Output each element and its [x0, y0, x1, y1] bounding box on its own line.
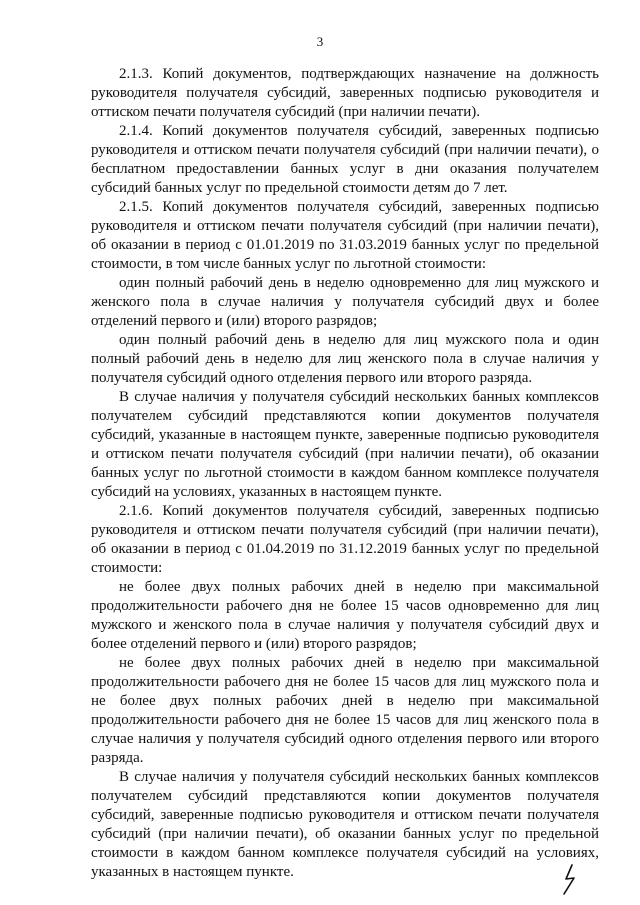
- paragraph-2-1-5: 2.1.5. Копий документов получателя субсидий, заверенных подписью руководителя и оттиском печати получателя субсидий (при наличии печати), об оказании в период с 01.01.2019 по 31.03.2019 банных услуг по предельной стоимости, в том числе банных услуг по льготной стоимости:: [91, 199, 599, 272]
- paragraph-multiple-complexes-preferential: В случае наличия у получателя субсидий нескольких банных комплексов получателем субсидий представляются копии документов получателя субсидий, указанные в настоящем пункте, заверенные подписью руководителя и оттиском печати получателя субсидий (при наличии печати), об оказании банных услуг по льготной стоимости в каждом банном комплексе получателя субсидий на условиях, указанных в настоящем пункте.: [91, 389, 599, 500]
- list-item-max-two-days-separate: не более двух полных рабочих дней в неделю при максимальной продолжительности рабочего дня не более 15 часов для лиц мужского пола и не более двух полных рабочих дней в неделю при максимальной продолжительности рабочего дня не более 15 часов для лиц женского пола в случае наличия у получателя субсидий одного отделения первого или второго разряда.: [91, 655, 599, 766]
- paragraph-multiple-complexes-limit-price: В случае наличия у получателя субсидий нескольких банных комплексов получателем субсидий представляются копии документов получателя субсидий, заверенные подписью руководителя и оттиском печати получателя субсидий (при наличии печати), об оказании банных услуг по предельной стоимости в каждом банном комплексе получателя субсидий на условиях, указанных в настоящем пункте.: [91, 769, 599, 880]
- paragraph-2-1-6: 2.1.6. Копий документов получателя субсидий, заверенных подписью руководителя и оттиском печати получателя субсидий (при наличии печати), об оказании в период с 01.04.2019 по 31.12.2019 банных услуг по предельной стоимости:: [91, 503, 599, 576]
- paragraph-2-1-4: 2.1.4. Копий документов получателя субсидий, заверенных подписью руководителя и оттиском печати получателя субсидий (при наличии печати), о бесплатном предоставлении банных услуг в дни оказания получателем субсидий банных услуг по предельной стоимости детям до 7 лет.: [91, 123, 599, 196]
- paragraph-2-1-3: 2.1.3. Копий документов, подтверждающих назначение на должность руководителя получателя субсидий, заверенных подписью руководителя и оттиском печати получателя субсидий (при наличии печати).: [91, 66, 599, 120]
- signature-mark: [555, 862, 585, 896]
- list-item-two-or-more-departments: один полный рабочий день в неделю одновременно для лиц мужского и женского пола в случае наличия у получателя субсидий двух и более отделений первого и (или) второго разрядов;: [91, 275, 599, 329]
- page-number: 3: [316, 34, 324, 49]
- list-item-max-two-days-joint: не более двух полных рабочих дней в неделю при максимальной продолжительности рабочего дня не более 15 часов одновременно для лиц мужского и женского пола в случае наличия у получателя субсидий двух и более отделений первого и (или) второго разрядов;: [91, 579, 599, 652]
- list-item-one-department: один полный рабочий день в неделю для лиц мужского пола и один полный рабочий день в неделю для лиц женского пола в случае наличия у получателя субсидий одного отделения первого или второго разряда.: [91, 332, 599, 386]
- document-body: [91, 65, 599, 882]
